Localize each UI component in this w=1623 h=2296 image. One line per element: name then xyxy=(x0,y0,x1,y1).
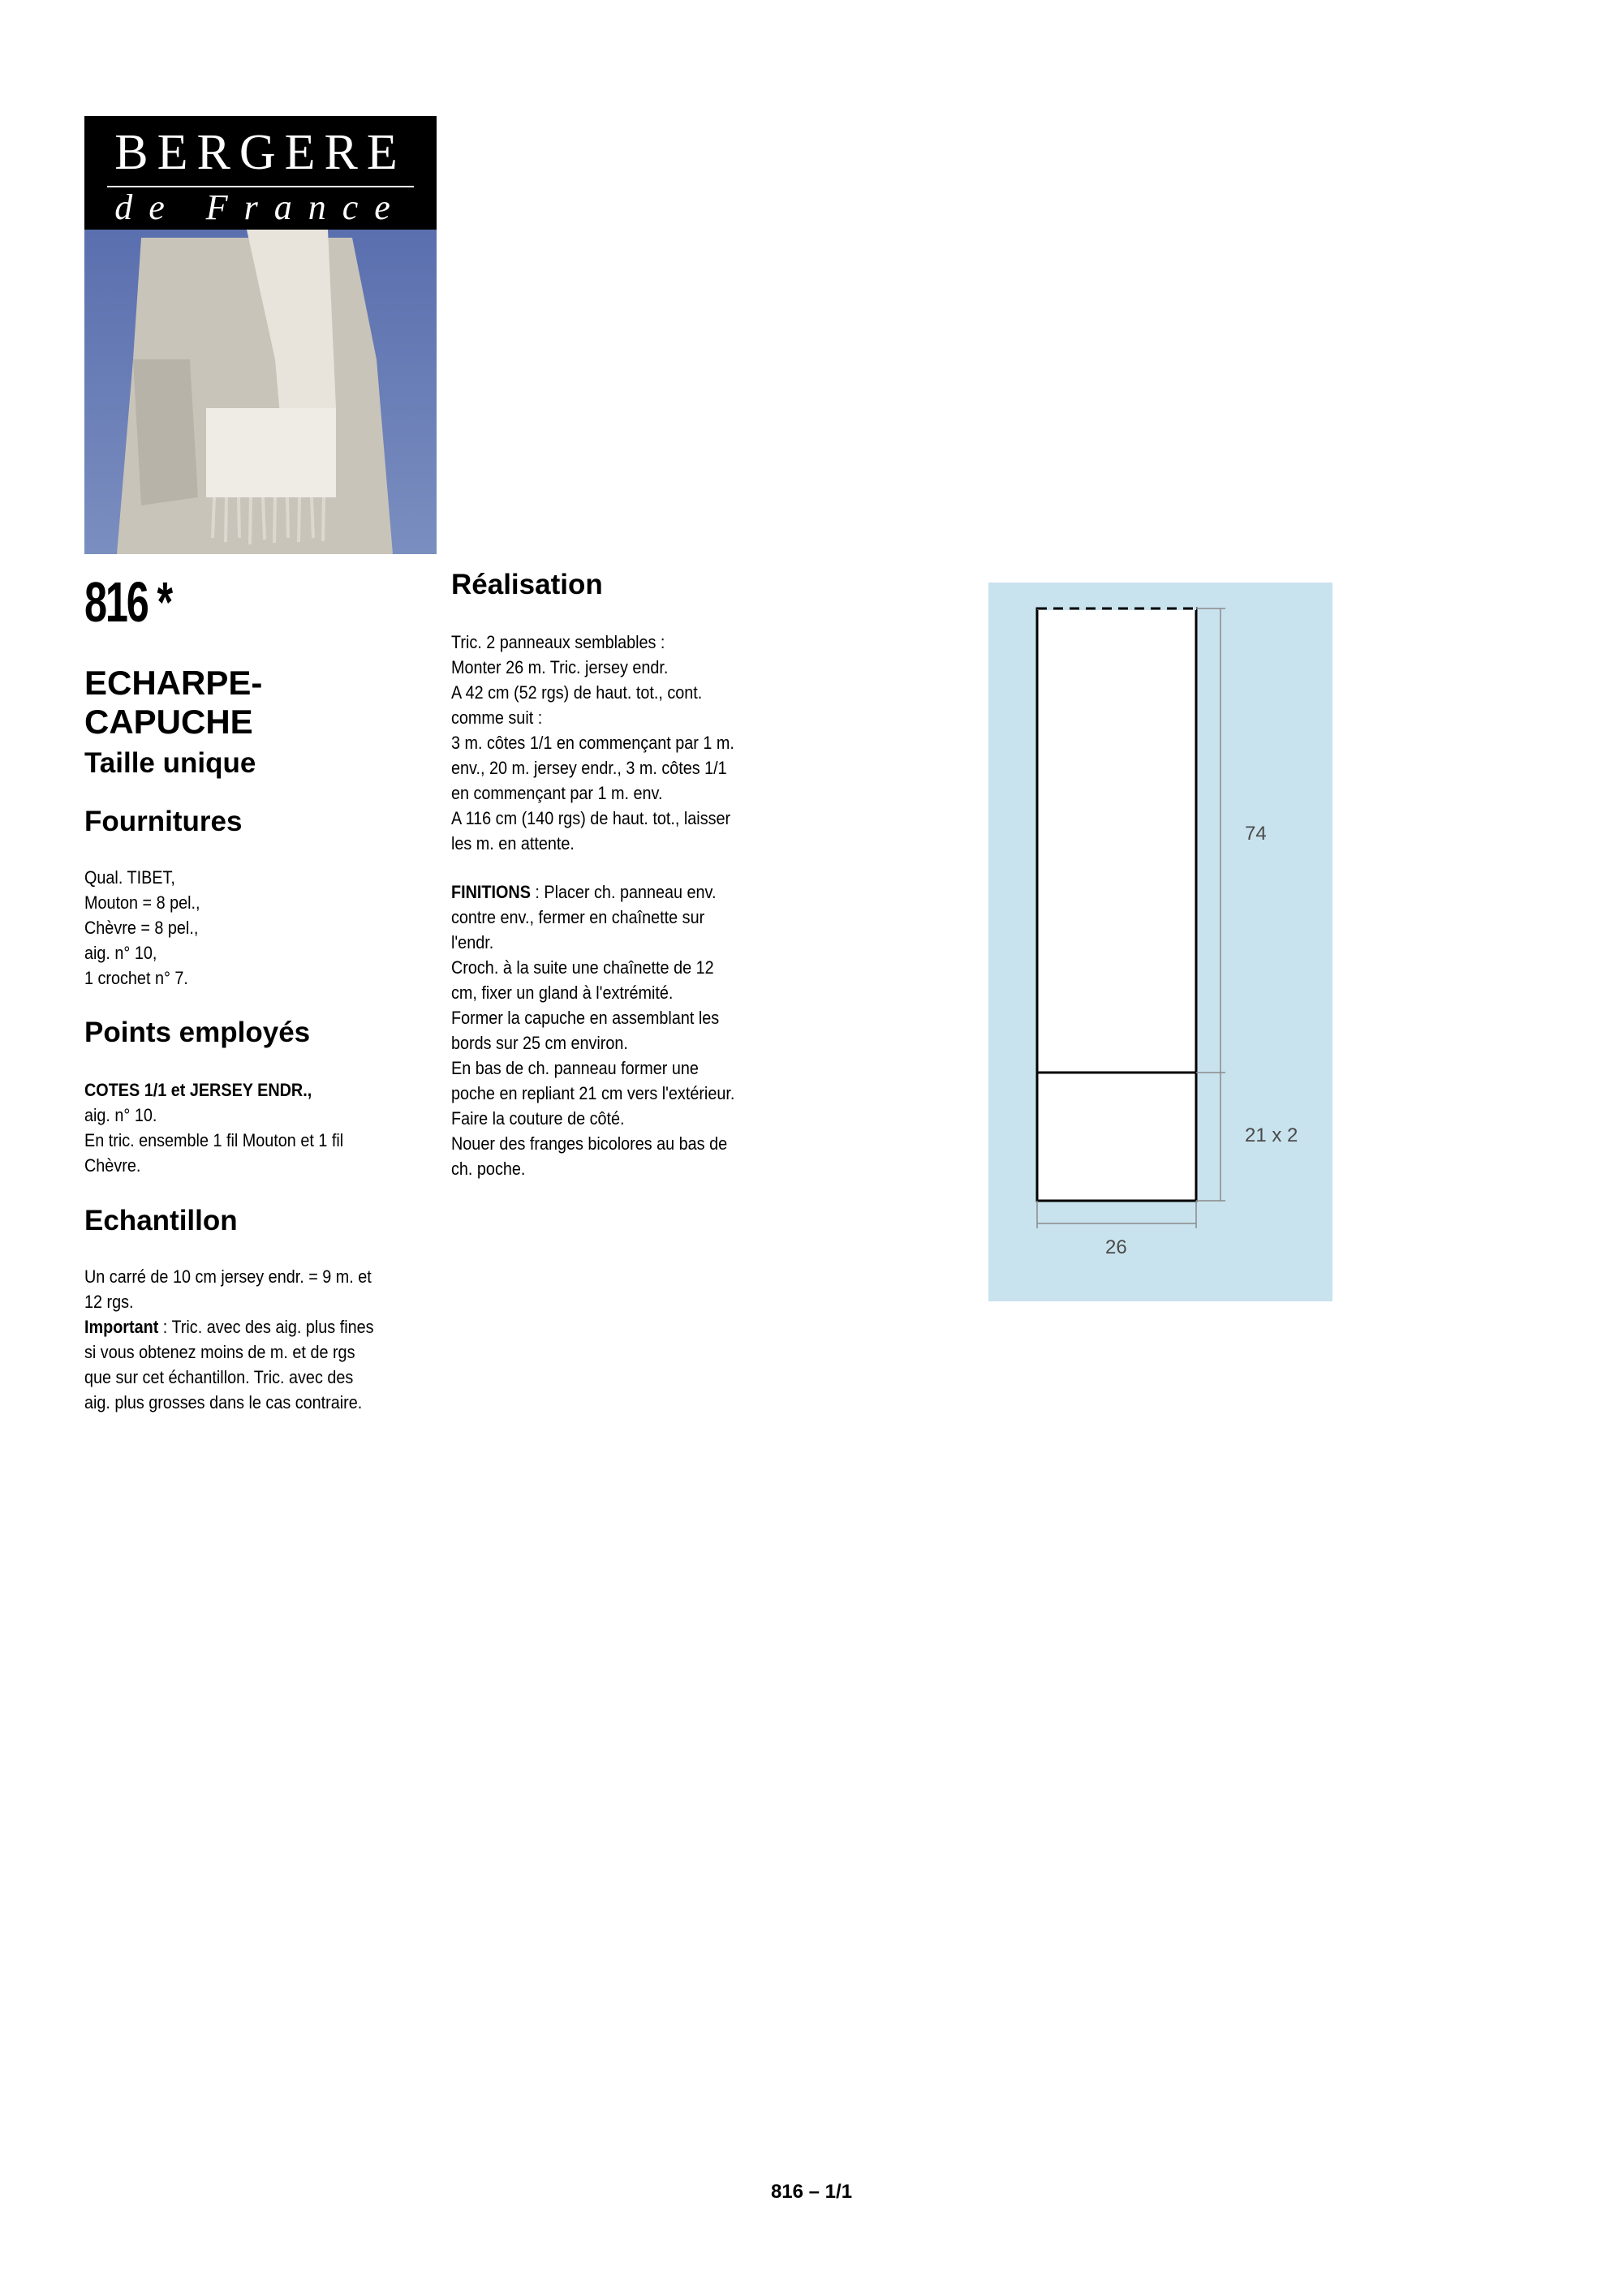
fournitures-heading: Fournitures xyxy=(84,806,243,837)
text-line: ch. poche. xyxy=(451,1159,526,1179)
text-line: 1 crochet n° 7. xyxy=(84,968,188,988)
brand-logo xyxy=(84,116,437,230)
pocket-label: 21 x 2 xyxy=(1245,1124,1298,1146)
text-line: si vous obtenez moins de m. et de rgs xyxy=(84,1342,355,1362)
finitions-first: : Placer ch. panneau env. xyxy=(530,882,717,902)
text-line xyxy=(451,879,734,905)
text-line: Faire la couture de côté. xyxy=(451,1108,625,1129)
text-line: Mouton = 8 pel., xyxy=(84,892,200,913)
points-heading: Points employés xyxy=(84,1017,311,1048)
text-line: Qual. TIBET, xyxy=(84,867,175,888)
important-text: : Tric. avec des aig. plus fines xyxy=(158,1317,374,1337)
pattern-title xyxy=(84,664,425,742)
text-line: aig. n° 10. xyxy=(84,1105,157,1125)
pattern-size: Taille unique xyxy=(84,747,256,779)
brand-subtitle: de France xyxy=(114,187,407,227)
height-label: 74 xyxy=(1245,823,1267,845)
echantillon-text xyxy=(84,1264,374,1415)
text-line: Tric. 2 panneaux semblables : xyxy=(451,632,665,652)
text-line xyxy=(84,1314,374,1339)
text-line: Chèvre = 8 pel., xyxy=(84,918,199,938)
text-line: En tric. ensemble 1 fil Mouton et 1 fil xyxy=(84,1130,344,1150)
text-line: contre env., fermer en chaînette sur xyxy=(451,907,705,927)
text-line: A 116 cm (140 rgs) de haut. tot., laisser xyxy=(451,808,731,828)
text-line: aig. plus grosses dans le cas contraire. xyxy=(84,1392,363,1412)
text-line: bords sur 25 cm environ. xyxy=(451,1033,628,1053)
text-line: Former la capuche en assemblant les xyxy=(451,1008,720,1028)
text-line: l'endr. xyxy=(451,932,494,952)
text-line: comme suit : xyxy=(451,707,543,728)
text-line: Chèvre. xyxy=(84,1155,141,1176)
realisation-text xyxy=(451,630,734,856)
cover-photo xyxy=(84,116,437,554)
fournitures-text xyxy=(84,865,200,991)
text-line: A 42 cm (52 rgs) de haut. tot., cont. xyxy=(451,682,703,703)
text-line: poche en repliant 21 cm vers l'extérieur. xyxy=(451,1083,735,1103)
title-line-1: ECHARPE- xyxy=(84,664,263,702)
text-line: Croch. à la suite une chaînette de 12 xyxy=(451,957,714,978)
panel-drawing xyxy=(988,583,1332,1301)
text-line: Un carré de 10 cm jersey endr. = 9 m. et xyxy=(84,1266,372,1287)
text-line: En bas de ch. panneau former une xyxy=(451,1058,699,1078)
pattern-number: 816 * xyxy=(84,570,171,634)
text-line: Monter 26 m. Tric. jersey endr. xyxy=(451,657,669,677)
realisation-heading: Réalisation xyxy=(451,569,603,600)
finitions-label: FINITIONS xyxy=(451,882,531,902)
text-line: aig. n° 10, xyxy=(84,943,157,963)
text-line: que sur cet échantillon. Tric. avec des xyxy=(84,1367,354,1387)
text-line: cm, fixer un gland à l'extrémité. xyxy=(451,982,674,1003)
text-line: 12 rgs. xyxy=(84,1292,134,1312)
echantillon-heading: Echantillon xyxy=(84,1205,238,1236)
title-line-2: CAPUCHE xyxy=(84,703,253,741)
text-line: COTES 1/1 et JERSEY ENDR., xyxy=(84,1080,312,1100)
text-line: les m. en attente. xyxy=(451,833,575,853)
text-line: Nouer des franges bicolores au bas de xyxy=(451,1133,728,1154)
brand-name: BERGERE xyxy=(114,125,407,180)
important-label: Important xyxy=(84,1317,159,1337)
text-line: env., 20 m. jersey endr., 3 m. côtes 1/1 xyxy=(451,758,727,778)
text-line: en commençant par 1 m. env. xyxy=(451,783,663,803)
schematic-diagram xyxy=(988,583,1332,1301)
finitions-text xyxy=(451,879,734,1181)
points-text xyxy=(84,1077,343,1178)
text-line: 3 m. côtes 1/1 en commençant par 1 m. xyxy=(451,733,734,753)
width-label: 26 xyxy=(1105,1236,1127,1258)
page-footer: 816 – 1/1 xyxy=(770,2181,853,2203)
